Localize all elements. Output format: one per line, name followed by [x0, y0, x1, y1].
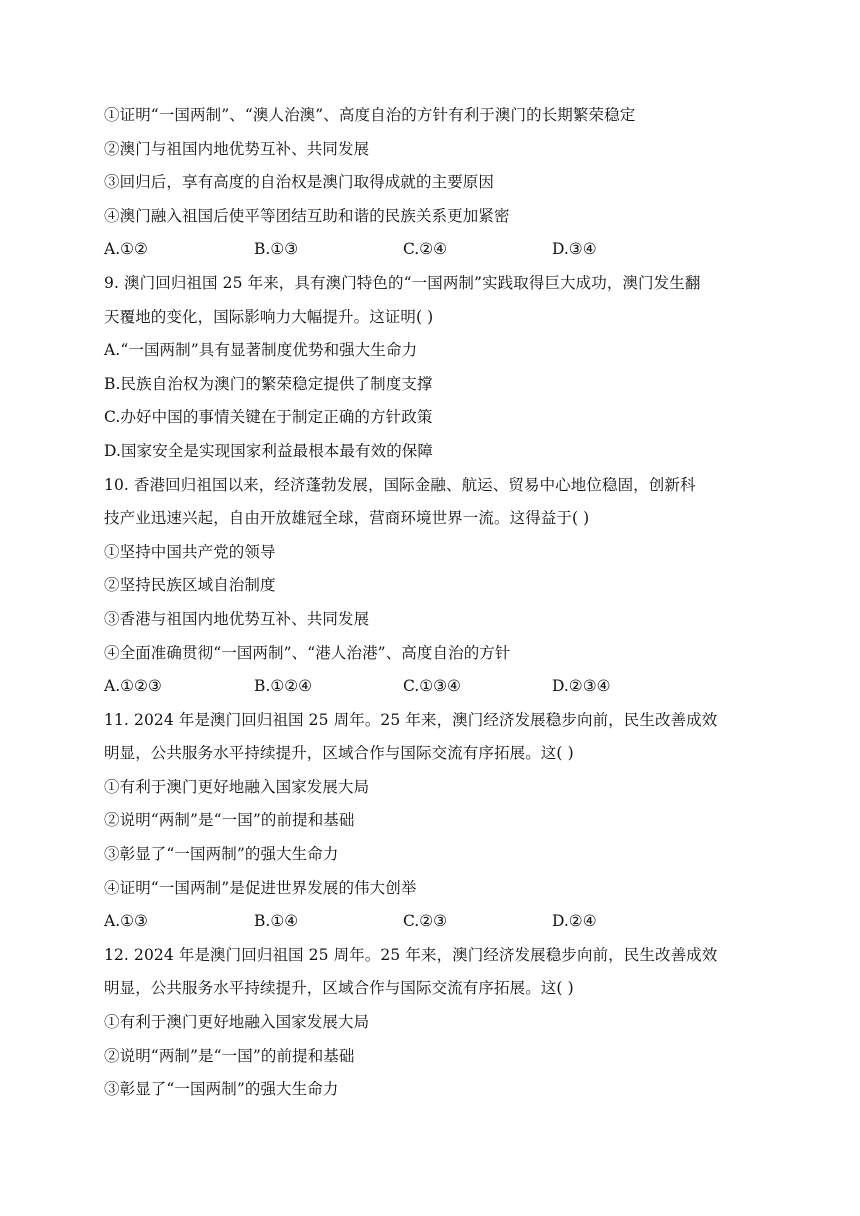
statement-item: ②澳门与祖国内地优势互补、共同发展	[104, 139, 370, 158]
option-c: C.②③	[403, 912, 448, 931]
option-d: D.②④	[552, 912, 597, 931]
option-b: B.①②④	[254, 677, 313, 696]
answer-options	[104, 233, 764, 267]
option-c: C.①③④	[403, 677, 461, 696]
statement-item: ①坚持中国共产党的领导	[104, 542, 276, 561]
option-c: C.②④	[403, 240, 448, 259]
option-b: B.①④	[254, 912, 299, 931]
option-a: A.①②	[104, 240, 148, 259]
question-stem: 12. 2024 年是澳门回归祖国 25 周年。25 年来，澳门经济发展稳步向前，民生改善成效	[104, 945, 718, 964]
option-d: D.②③④	[552, 677, 611, 696]
question-stem: 明显，公共服务水平持续提升，区域合作与国际交流有序拓展。这( )	[104, 744, 574, 763]
question-stem: 技产业迅速兴起，自由开放雄冠全球，营商环境世界一流。这得益于( )	[104, 509, 590, 528]
answer-options	[104, 905, 764, 939]
question-stem: 明显，公共服务水平持续提升，区域合作与国际交流有序拓展。这( )	[104, 979, 574, 998]
answer-options	[104, 670, 764, 704]
statement-item: ②说明“两制”是“一国”的前提和基础	[104, 811, 355, 830]
statement-item: ①有利于澳门更好地融入国家发展大局	[104, 777, 370, 796]
statement-item: ①证明“一国两制”、“澳人治澳”、高度自治的方针有利于澳门的长期繁荣稳定	[104, 106, 636, 124]
option-a: A.①②③	[104, 677, 162, 696]
question-stem: 天覆地的变化，国际影响力大幅提升。这证明( )	[104, 307, 434, 326]
statement-item: ④澳门融入祖国后使平等团结互助和谐的民族关系更加紧密	[104, 206, 510, 225]
question-stem: 9. 澳门回归祖国 25 年来，具有澳门特色的“一国两制”实践取得巨大成功，澳门发生翻	[104, 273, 701, 292]
option-d: D.③④	[552, 240, 597, 259]
document-page	[104, 99, 764, 1107]
choice-c: C.办好中国的事情关键在于制定正确的方针政策	[104, 408, 433, 427]
statement-item: ②说明“两制”是“一国”的前提和基础	[104, 1046, 355, 1065]
statement-item: ③彰显了“一国两制”的强大生命力	[104, 1080, 339, 1099]
question-8-continued	[104, 99, 764, 267]
statement-item: ④全面准确贯彻“一国两制”、“港人治港”、高度自治的方针	[104, 643, 511, 662]
statement-item: ①有利于澳门更好地融入国家发展大局	[104, 1013, 370, 1032]
statement-item: ③回归后，享有高度的自治权是澳门取得成就的主要原因	[104, 173, 495, 192]
statement-item: ②坚持民族区域自治制度	[104, 576, 276, 595]
choice-a: A.“一国两制”具有显著制度优势和强大生命力	[104, 341, 418, 360]
option-a: A.①③	[104, 912, 148, 931]
question-11	[104, 704, 764, 939]
question-12	[104, 939, 764, 1107]
choice-d: D.国家安全是实现国家利益最根本最有效的保障	[104, 441, 434, 460]
question-stem: 11. 2024 年是澳门回归祖国 25 周年。25 年来，澳门经济发展稳步向前，民生改善成效	[104, 710, 718, 729]
choice-b: B.民族自治权为澳门的繁荣稳定提供了制度支撑	[104, 374, 433, 393]
statement-item: ③香港与祖国内地优势互补、共同发展	[104, 609, 370, 628]
question-9	[104, 267, 764, 469]
option-b: B.①③	[254, 240, 299, 259]
statement-item: ④证明“一国两制”是促进世界发展的伟大创举	[104, 878, 417, 897]
question-stem: 10. 香港回归祖国以来，经济蓬勃发展，国际金融、航运、贸易中心地位稳固，创新科	[104, 475, 696, 494]
statement-item: ③彰显了“一国两制”的强大生命力	[104, 845, 339, 864]
question-10	[104, 469, 764, 704]
